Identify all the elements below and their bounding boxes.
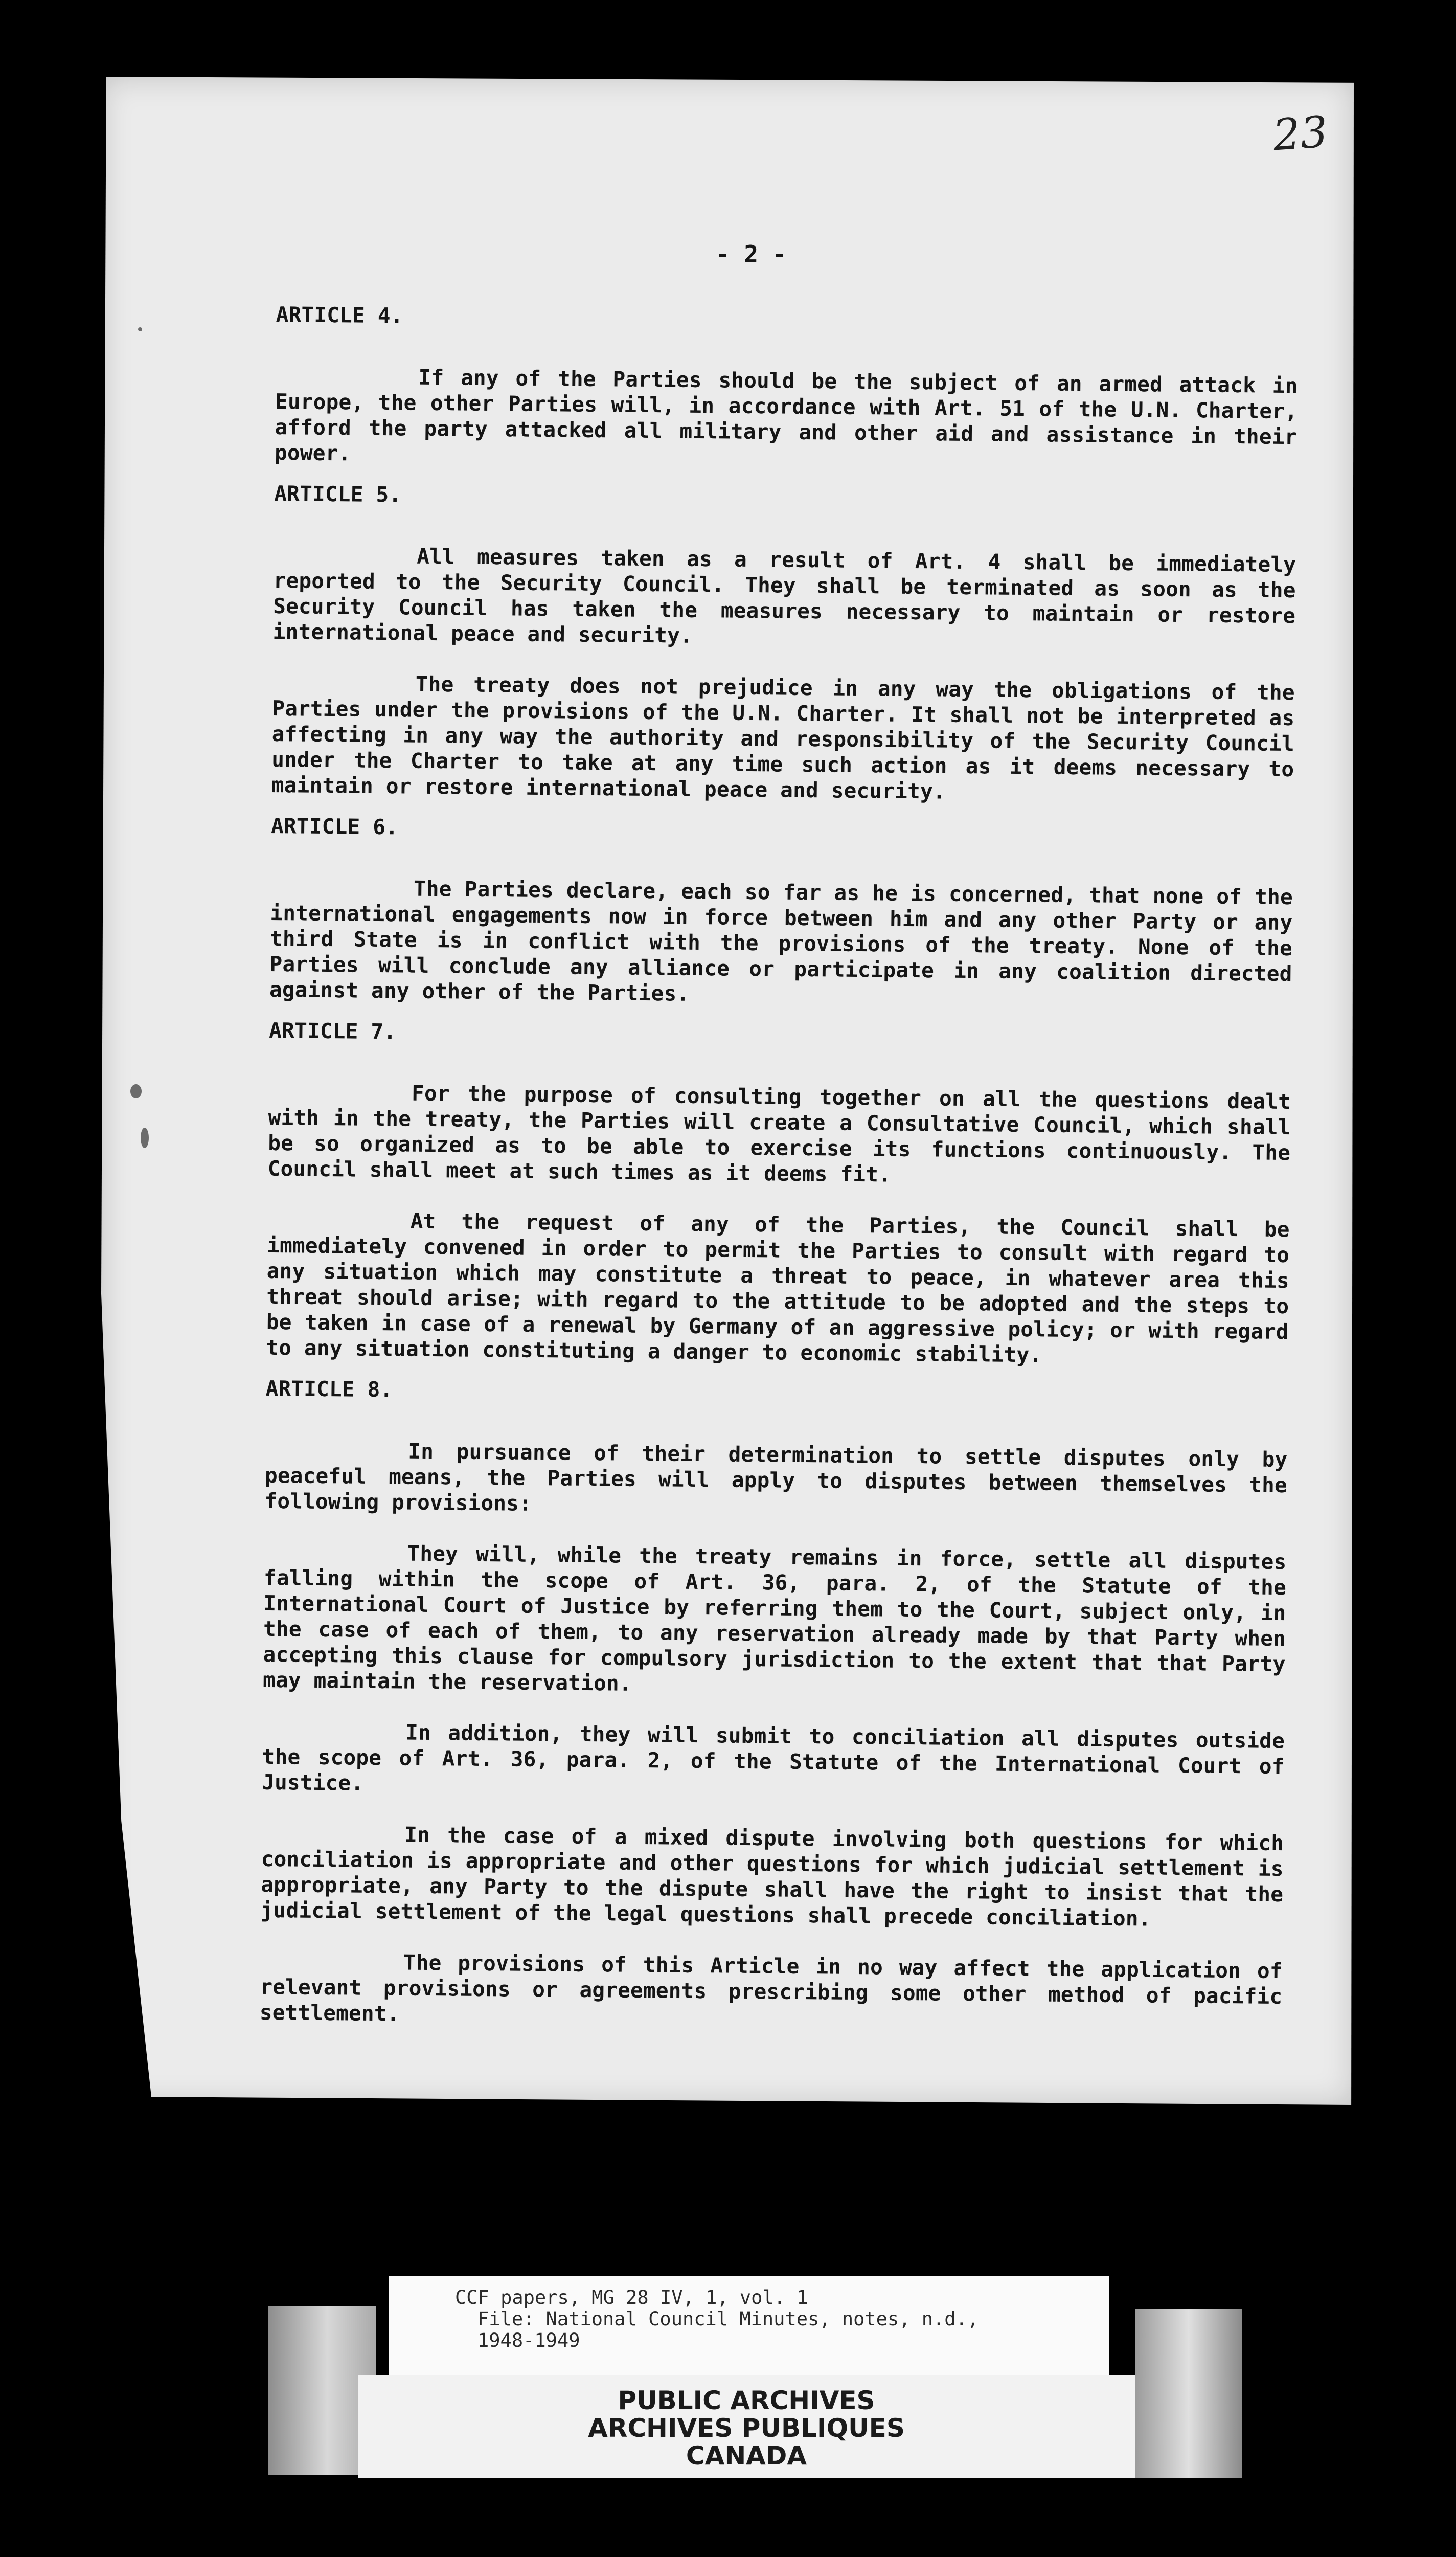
article-paragraph: The treaty does not prejudice in any way the obligations of the Parties under the provisions of the U.N. Charter. It shall not be interpreted as affecting in any way the authority and responsibility of the Security Council under the Charter to take at any time such action as it deems necessary to maintain or restore international peace and security. xyxy=(271,671,1295,804)
article-paragraph: In pursuance of their determination to settle disputes only by peaceful means, the Parties will apply to disputes between themselves the following provisions: xyxy=(264,1439,1288,1516)
punch-hole-mark xyxy=(130,1084,142,1098)
stamp-line: CANADA xyxy=(686,2441,807,2471)
article-7-section xyxy=(266,1018,1291,1370)
article-paragraph: If any of the Parties should be the subject of an armed attack in Europe, the other Parties will, in accordance with Art. 51 of the U.N. Charter, afford the party attacked all military and other aid and assistance in their power. xyxy=(274,365,1298,466)
article-5-section xyxy=(271,481,1297,808)
article-paragraph: For the purpose of consulting together on all the questions dealt with in the treaty, the Parties will create a Consultative Council, which shall be so organized as to be able to exercise its functions continuously. The Council shall meet at such times as it deems fit. xyxy=(267,1081,1291,1187)
article-4-section xyxy=(275,302,1299,475)
archive-label-line: 1948-1949 xyxy=(477,2329,580,2351)
binder-clip-right xyxy=(1135,2309,1242,2478)
article-paragraph: In the case of a mixed dispute involving both questions for which conciliation is appropriate and other questions for which judicial settlement is appropriate, any Party to the dispute shall have the right to insist that the judicial settlement of the legal questions shall precede conciliation. xyxy=(260,1822,1284,1931)
archive-label-group xyxy=(266,2260,1247,2496)
archive-label-line: File: National Council Minutes, notes, n.d., xyxy=(477,2308,979,2330)
archives-stamp xyxy=(358,2375,1135,2478)
archive-label-line: CCF papers, MG 28 IV, 1, vol. 1 xyxy=(455,2286,808,2308)
stamp-line: ARCHIVES PUBLIQUES xyxy=(588,2413,905,2443)
article-paragraph: In addition, they will submit to conciliation all disputes outside the scope of Art. 36, para. 2, of the Statute of the International Court of Justice. xyxy=(261,1720,1285,1796)
punch-hole-mark xyxy=(141,1128,149,1148)
page-mark: - 2 - xyxy=(716,240,787,268)
article-8-section xyxy=(260,1376,1288,2035)
article-6-section xyxy=(269,813,1293,1012)
article-heading: ARTICLE 8. xyxy=(265,1376,393,1402)
article-heading: ARTICLE 4. xyxy=(276,302,403,328)
handwritten-page-number: 23 xyxy=(1271,106,1330,161)
document-body xyxy=(260,302,1299,2035)
article-heading: ARTICLE 6. xyxy=(270,813,399,840)
article-paragraph: All measures taken as a result of Art. 4 shall be immediately reported to the Security Council. They shall be terminated as soon as the Security Council has taken the measures necessary to maintain or restore international peace and security. xyxy=(272,544,1296,648)
article-paragraph: The provisions of this Article in no way affect the application of relevant provisions or agreements prescribing some other method of pacific settlement. xyxy=(259,1950,1283,2026)
article-heading: ARTICLE 7. xyxy=(269,1018,397,1044)
article-paragraph: They will, while the treaty remains in force, settle all disputes falling within the scope of Art. 36, para. 2, of the Statute of the International Court of Justice by referring them to the Court, subject only, in the case of each of them, to any reservation already made by that Party when accepting this clause for compulsory jurisdiction to the extent that that Party may maintain the reservation. xyxy=(262,1541,1287,1696)
article-paragraph: At the request of any of the Parties, the Council shall be immediately convened in order to permit the Parties to consult with regard to any situation which may constitute a threat to peace, in whatever area this threat should arise; with regard to the attitude to be adopted and the steps to be taken in case of a renewal by Germany of an aggressive policy; or with regard to any situation constituting a danger to economic stability. xyxy=(266,1208,1290,1367)
article-paragraph: The Parties declare, each so far as he is concerned, that none of the international engagements now in force between him and any other Party or any third State is in conflict with the provisions of the treaty. None of the Parties will conclude any alliance or participate in any coalition directed against any other of the Parties. xyxy=(269,876,1293,1006)
stamp-line: PUBLIC ARCHIVES xyxy=(618,2386,875,2415)
punch-hole-mark xyxy=(138,327,142,331)
article-heading: ARTICLE 5. xyxy=(274,481,402,507)
